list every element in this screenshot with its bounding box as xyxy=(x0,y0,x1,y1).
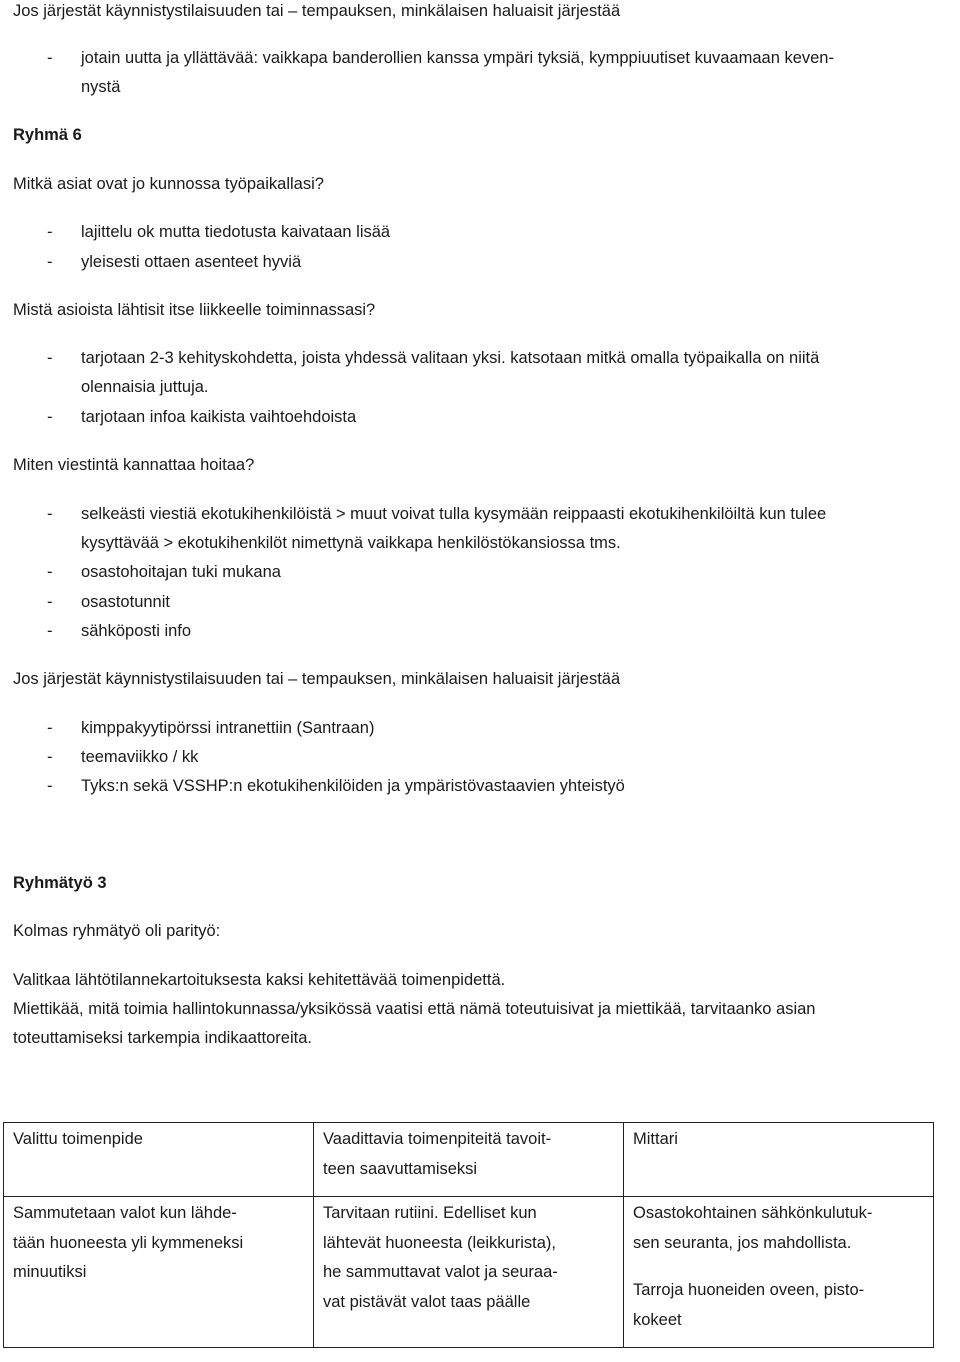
header-text: Mittari xyxy=(633,1130,678,1148)
cell-text: lähtevät huoneesta (leikkurista), xyxy=(323,1233,556,1252)
q1-item-1: lajittelu ok mutta tiedotusta kaivataan lisää xyxy=(81,223,391,241)
task3-instruction-2-line2: toteuttamiseksi tarkempia indikaattoreita. xyxy=(13,1029,312,1047)
table-cell xyxy=(624,1197,934,1348)
cell-text: tään huoneesta yli kymmeneksi xyxy=(13,1233,244,1252)
header-text: Vaadittavia toimenpiteitä tavoit- xyxy=(323,1130,552,1148)
bullet-dash: - xyxy=(47,748,53,766)
group6-q4: Jos järjestät käynnistystilaisuuden tai – tempauksen, minkälaisen haluaisit järjestää xyxy=(13,670,621,688)
bullet-dash: - xyxy=(47,622,53,640)
task3-intro: Kolmas ryhmätyö oli parityö: xyxy=(13,922,221,940)
q4-item-2: teemaviikko / kk xyxy=(81,748,199,766)
q3-item-2: osastohoitajan tuki mukana xyxy=(81,563,281,581)
bullet-dash: - xyxy=(47,777,53,795)
header-cell-selected-measure xyxy=(4,1123,314,1197)
group6-q2: Mistä asioista lähtisit itse liikkeelle toiminnassasi? xyxy=(13,301,376,319)
header-cell-indicator xyxy=(624,1123,934,1197)
bullet-dash: - xyxy=(47,505,53,523)
top-question: Jos järjestät käynnistystilaisuuden tai – tempauksen, minkälaisen haluaisit järjestää xyxy=(13,2,621,20)
cell-text: Sammutetaan valot kun lähde- xyxy=(13,1204,237,1222)
table-cell xyxy=(4,1197,314,1348)
cell-text: Osastokohtainen sähkönkulutuk- xyxy=(633,1204,873,1222)
table-row xyxy=(4,1197,934,1348)
bullet-dash: - xyxy=(47,593,53,611)
cell-text: kokeet xyxy=(633,1310,682,1329)
bullet-dash: - xyxy=(47,253,53,271)
bullet-dash: - xyxy=(47,408,53,426)
bullet-dash: - xyxy=(47,349,53,367)
q4-item-1: kimppakyytipörssi intranettiin (Santraan) xyxy=(81,719,375,737)
header-text: teen saavuttamiseksi xyxy=(323,1159,478,1178)
q3-item-4: sähköposti info xyxy=(81,622,192,640)
cell-text: sen seuranta, jos mahdollista. xyxy=(633,1233,852,1252)
table-cell xyxy=(314,1197,624,1348)
header-text: Valittu toimenpide xyxy=(13,1130,143,1148)
task3-instruction-2-line1: Miettikää, mitä toimia hallintokunnassa/yksikössä vaatisi että nämä toteutuisivat ja miettikää, tarvitaanko asian xyxy=(13,1000,816,1018)
task3-heading: Ryhmätyö 3 xyxy=(13,874,107,892)
measures-table xyxy=(3,1122,934,1348)
top-answer-line2: nystä xyxy=(81,78,121,96)
q3-item1-line2: kysyttävää > ekotukihenkilöt nimettynä vaikkapa henkilöstökansiossa tms. xyxy=(81,534,621,552)
q4-item-3: Tyks:n sekä VSSHP:n ekotukihenkilöiden ja ympäristövastaavien yhteistyö xyxy=(81,777,625,795)
group6-heading: Ryhmä 6 xyxy=(13,126,82,144)
cell-text: Tarvitaan rutiini. Edelliset kun xyxy=(323,1204,537,1222)
q3-item-3: osastotunnit xyxy=(81,593,170,611)
task3-instruction-1: Valitkaa lähtötilannekartoituksesta kaksi kehitettävää toimenpidettä. xyxy=(13,971,506,989)
q2-item1-line2: olennaisia juttuja. xyxy=(81,378,209,396)
top-answer-line1: jotain uutta ja yllättävää: vaikkapa banderollien kanssa ympäri tyksiä, kymppiuutiset kuvaamaan keven- xyxy=(81,49,834,67)
q3-item1-line1: selkeästi viestiä ekotukihenkilöistä > muut voivat tulla kysymään reippaasti ekotukihenkilöiltä kun tulee xyxy=(81,505,827,523)
q2-item-2: tarjotaan infoa kaikista vaihtoehdoista xyxy=(81,408,357,426)
bullet-dash: - xyxy=(47,49,53,67)
bullet-dash: - xyxy=(47,563,53,581)
cell-text: vat pistävät valot taas päälle xyxy=(323,1292,531,1311)
header-cell-required-actions xyxy=(314,1123,624,1197)
cell-text: he sammuttavat valot ja seuraa- xyxy=(323,1263,558,1281)
q2-item1-line1: tarjotaan 2-3 kehityskohdetta, joista yhdessä valitaan yksi. katsotaan mitkä omalla työpaikalla on niitä xyxy=(81,349,820,367)
cell-text: minuutiksi xyxy=(13,1263,87,1281)
group6-q1: Mitkä asiat ovat jo kunnossa työpaikallasi? xyxy=(13,175,324,193)
bullet-dash: - xyxy=(47,223,53,241)
group6-q3: Miten viestintä kannattaa hoitaa? xyxy=(13,456,255,474)
cell-text: Tarroja huoneiden oveen, pisto- xyxy=(633,1281,865,1299)
bullet-dash: - xyxy=(47,719,53,737)
q1-item-2: yleisesti ottaen asenteet hyviä xyxy=(81,253,302,271)
table-header-row xyxy=(4,1123,934,1197)
